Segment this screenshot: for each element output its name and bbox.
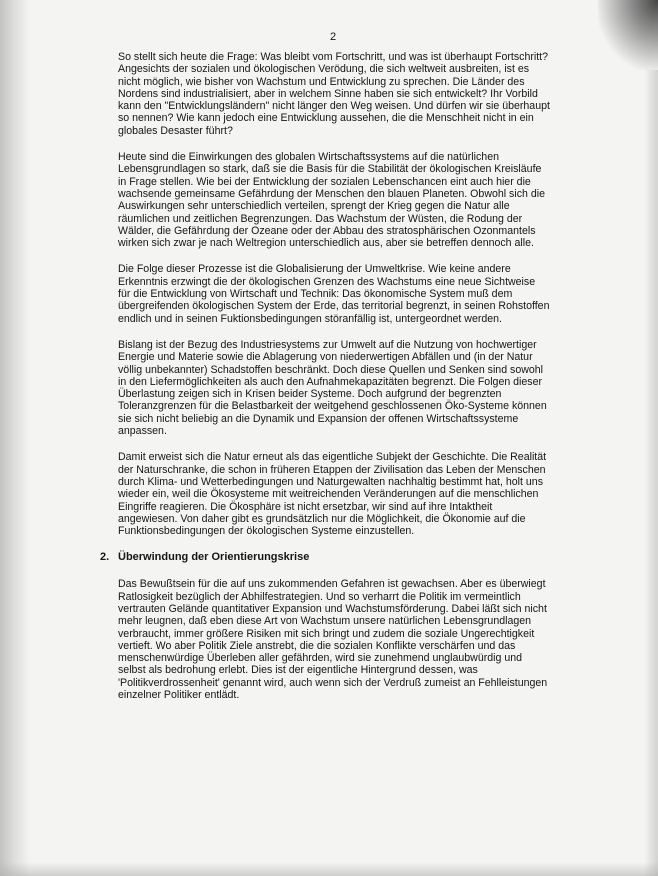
scan-shadow-right [644, 70, 658, 876]
document-body [100, 51, 550, 715]
scan-shadow-bottom [0, 862, 658, 876]
page-number: 2 [330, 31, 337, 43]
scan-shadow-left [0, 0, 30, 876]
paragraph-industriesystem: Bislang ist der Bezug des Industriesystems zur Umwelt auf die Nutzung von hochwertiger Energie und Materie sowie die Ablagerung von niederwertigen Abfällen und (in der Natur völlig unbekannter) Schadstoffen beschränkt. Doch diese Quellen und Senken sind sowohl in den Liefermöglichkeiten als auch den Aufnahmekapazitäten begrenzt. Die Folgen dieser Überlastung zeigen sich in Krisen beider Systeme. Doch aufgrund der begrenzten Toleranzgrenzen für die Belastbarkeit der weitgehend geschlossenen Öko-Systeme können sie sich nicht beliebig an die Dynamik und Expansion der offenen Wirtschaftssysteme anpassen. [118, 338, 547, 438]
paragraph-bewusstsein: Das Bewußtsein für die auf uns zukommenden Gefahren ist gewachsen. Aber es überwiegt Ratlosigkeit bezüglich der Abhilfestrategien. Und so verharrt die Politik im vermeintlich vertrauten Gelände quantitativer Expansion und Wachstumsförderung. Dabei läßt sich nicht mehr leugnen, daß eben diese Art von Wachstum unsere natürlichen Lebensgrundlagen verbraucht, immer größere Risiken mit sich bringt und zudem die soziale Ungerechtigkeit vertieft. Wo aber Politik Ziele anstrebt, die die sozialen Konflikte verschärfen und das menschenwürdige Überleben aller gefährden, wird sie zunehmend unglaubwürdig und selbst als bedrohung erlebt. Dies ist der eigentliche Hintergrund dessen, was 'Politikverdrossenheit' genannt wird, auch wenn sich der Verdruß zumeist an Fehlleistungen einzelner Politiker entlädt. [118, 578, 548, 702]
paragraph-fortschritt: So stellt sich heute die Frage: Was bleibt vom Fortschritt, und was ist überhaupt Fortschritt? Angesichts der sozialen und ökologischen Verödung, die sich weltweit ausbreiten, ist es nicht möglich, wie bisher von Wachstum und Entwicklung zu sprechen. Die Länder des Nordens sind industrialisiert, aber in welchem Sinne haben sie sich entwickelt? Ihr Vorbild kann den "Entwicklungsländern" nicht länger den Weg weisen. Und dürfen wir sie überhaupt so nennen? Wie kann jedoch eine Entwicklung aussehen, die die Menschheit nicht in ein globales Desaster führt? [118, 51, 550, 137]
section-heading [100, 551, 550, 564]
section-title: Überwindung der Orientierungskrise [118, 551, 310, 564]
section-number: 2. [100, 551, 110, 564]
paragraph-einwirkungen: Heute sind die Einwirkungen des globalen Wirtschaftssystems auf die natürlichen Lebensgrundlagen so stark, daß sie die Basis für die Stabilität der ökologischen Kreisläufe in Frage stellen. Wie bei der Entwicklung der sozialen Lebenschancen eint auch hier die wachsende gemeinsame Gefährdung der Menschen den blauen Planeten. Obwohl sich die Auswirkungen sehr unterschiedlich verteilen, sprengt der Krieg gegen die Natur alle räumlichen und zeitlichen Begrenzungen. Das Wachstum der Wüsten, die Rodung der Wälder, die Gefährdung der Ozeane oder der Abbau des stratosphärischen Ozonmantels wirken sich zwar je nach Weltregion unterschiedlich aus, aber sie betreffen dennoch alle. [118, 151, 545, 250]
paragraph-globalisierung: Die Folge dieser Prozesse ist die Globalisierung der Umweltkrise. Wie keine andere Erkenntnis erzwingt die der ökologischen Grenzen des Wachstums eine neue Sichtweise für die Entwicklung von Wirtschaft und Technik: Das ökonomische System muß dem übergreifenden ökologischen System der Erde, das territorial begrenzt, in seinen Rohstoffen endlich und in seinen Fuktionsbedingungen störanfällig ist, untergeordnet werden. [118, 263, 550, 325]
scan-shadow-top-right [598, 0, 658, 70]
paragraph-natur-subjekt: Damit erweist sich die Natur erneut als das eigentliche Subjekt der Geschichte. Die Realität der Naturschranke, die schon in früheren Etappen der Zivilisation das Leben der Menschen durch Klima- und Wetterbedingungen und Naturgewalten nachhaltig bestimmt hat, holt uns wieder ein, weil die Ökosysteme mit weitreichenden Veränderungen auf die menschlichen Eingriffe reagieren. Die Ökosphäre ist nicht ersetzbar, wir sind auf ihre Intaktheit angewiesen. Von daher gibt es grundsätzlich nur die Möglichkeit, die Ökonomie auf die Funktionsbedingungen der ökologischen Systeme einzustellen. [118, 451, 547, 538]
